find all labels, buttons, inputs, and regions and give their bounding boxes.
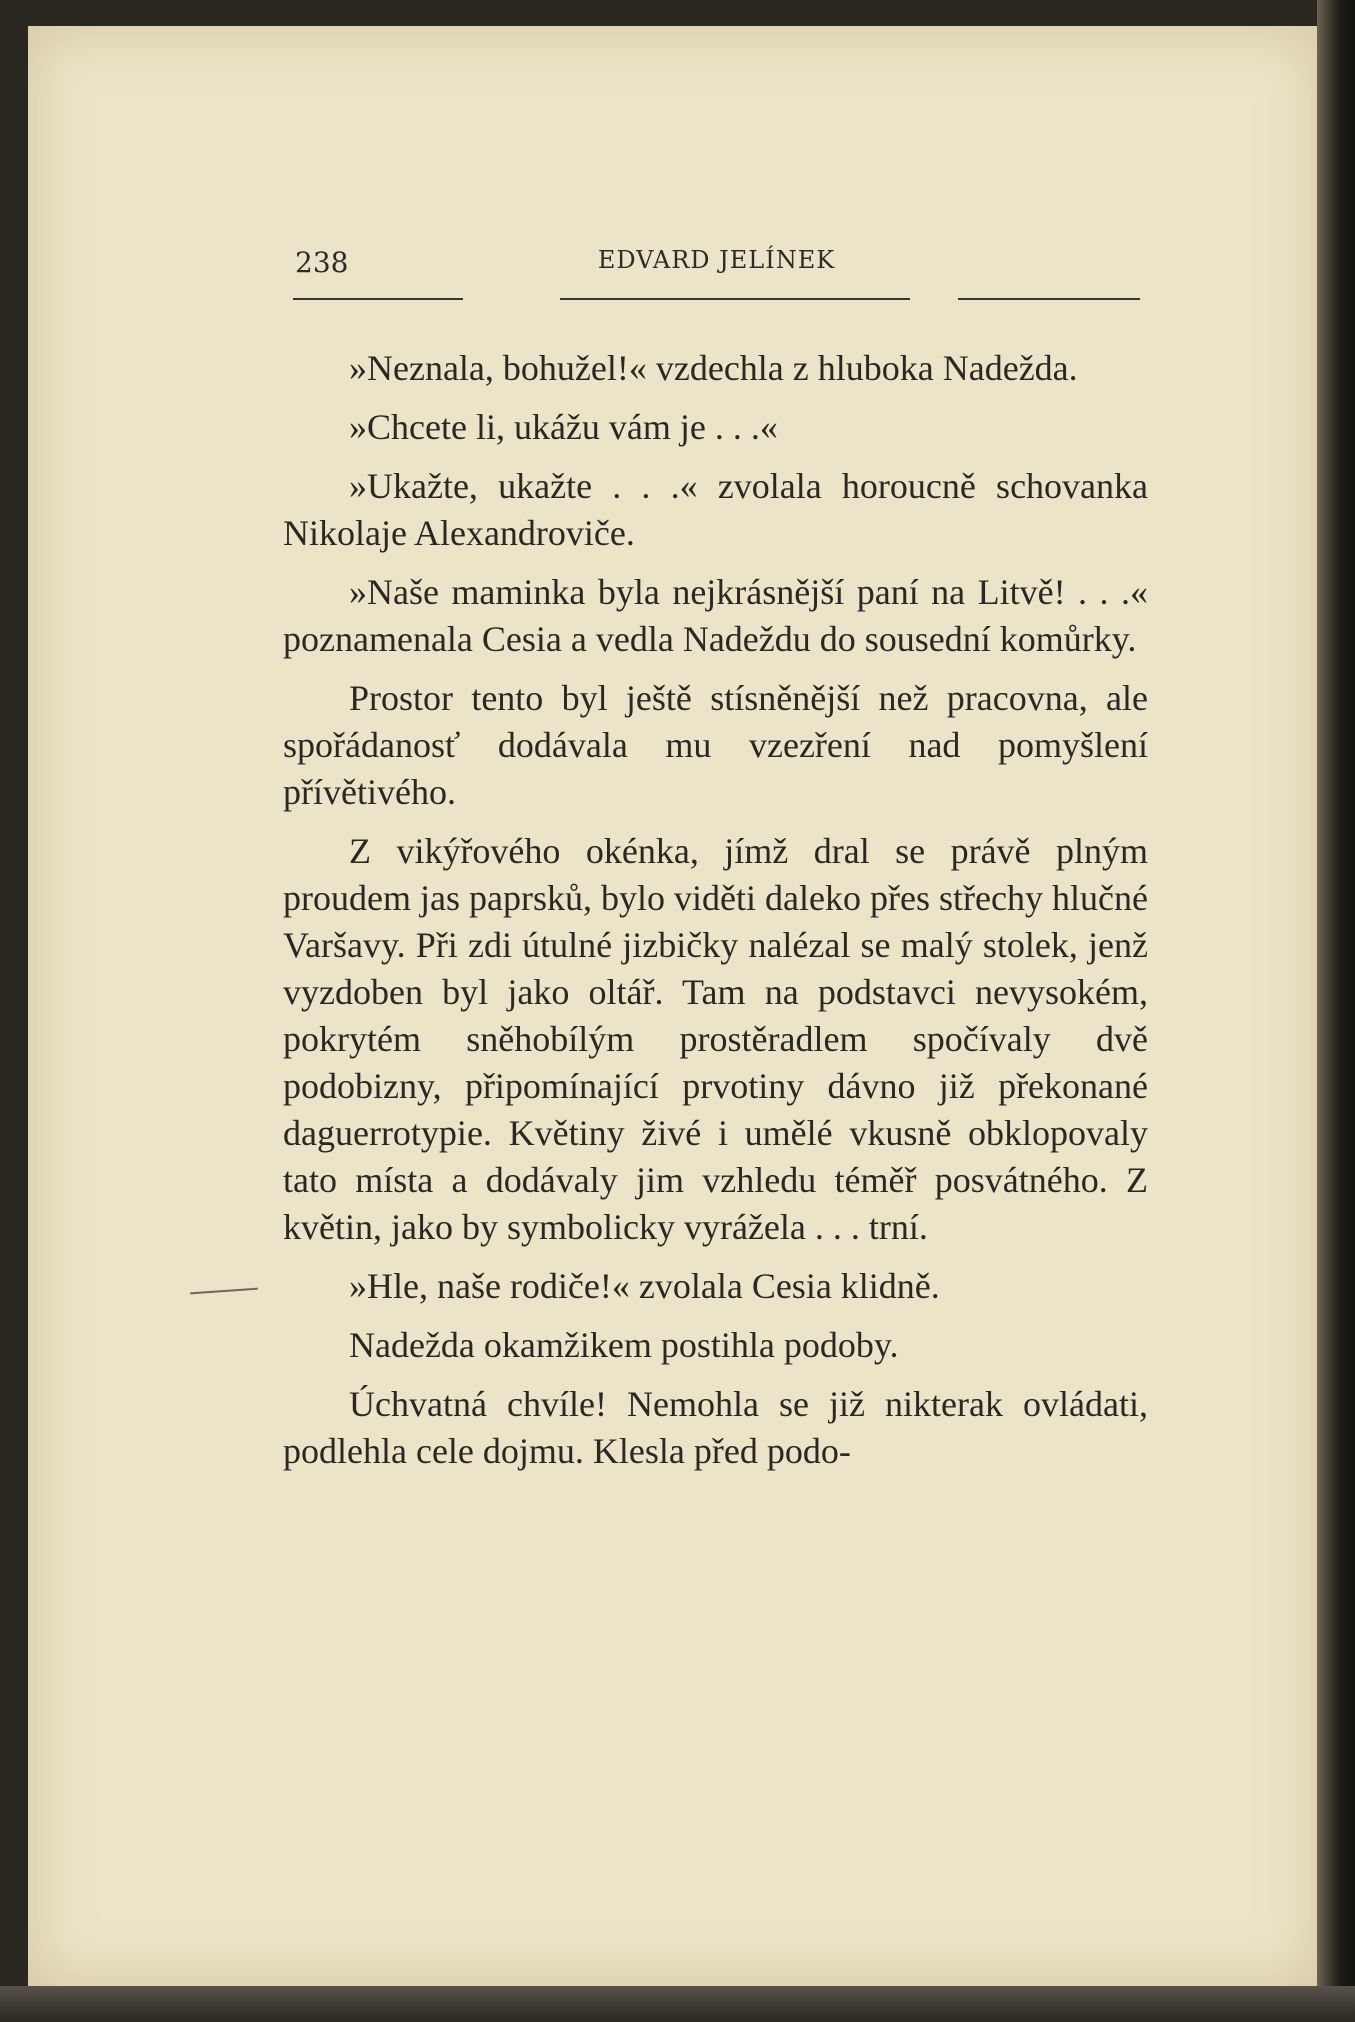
page-header	[293, 242, 1140, 292]
running-title: EDVARD JELÍNEK	[597, 246, 836, 274]
page-bottom-edge	[0, 1986, 1355, 2022]
paragraph: »Chcete li, ukážu vám je . . .«	[349, 407, 778, 447]
paragraph: Úchvatná chvíle! Nemohla se již nikterak ovládati, podlehla cele dojmu. Klesla před podo-	[283, 1384, 1148, 1471]
paragraph: »Hle, naše rodiče!« zvolala Cesia klidně.	[349, 1266, 940, 1306]
paragraph: »Naše maminka byla nejkrásnější paní na Litvě! . . .« poznamenala Cesia a vedla Nadeždu do sousední komůrky.	[283, 572, 1148, 659]
paragraph: Nadežda okamžikem postihla podoby.	[349, 1325, 899, 1365]
paragraph: »Ukažte, ukažte . . .« zvolala horoucně schovanka Nikolaje Alexandroviče.	[283, 466, 1148, 553]
book-spine	[1317, 0, 1355, 2022]
body-text	[283, 345, 1148, 1487]
page-number: 238	[295, 246, 349, 279]
header-rule-right	[958, 298, 1140, 300]
paragraph: Prostor tento byl ještě stísněnější než pracovna, ale spořádanosť dodávala mu vzezření nad pomyšlení přívětivého.	[283, 678, 1148, 812]
paragraph: Z vikýřového okénka, jímž dral se právě plným proudem jas paprsků, bylo viděti daleko přes střechy hlučné Varšavy. Při zdi útulné jizbičky nalézal se malý stolek, jenž vyzdoben byl jako oltář. Tam na podstavci nevysokém, pokrytém sněhobílým prostěradlem spočívaly dvě podobizny, připomínající prvotiny dávno již překonané daguerrotypie. Květiny živé i umělé vkusně obklopovaly tato místa a dodávaly jim vzhledu téměř posvátného. Z květin, jako by symbolicky vyrážela . . . trní.	[283, 831, 1148, 1247]
paragraph: »Neznala, bohužel!« vzdechla z hluboka Nadežda.	[349, 348, 1078, 388]
header-rule-center	[560, 298, 910, 300]
header-rule-left	[293, 298, 463, 300]
